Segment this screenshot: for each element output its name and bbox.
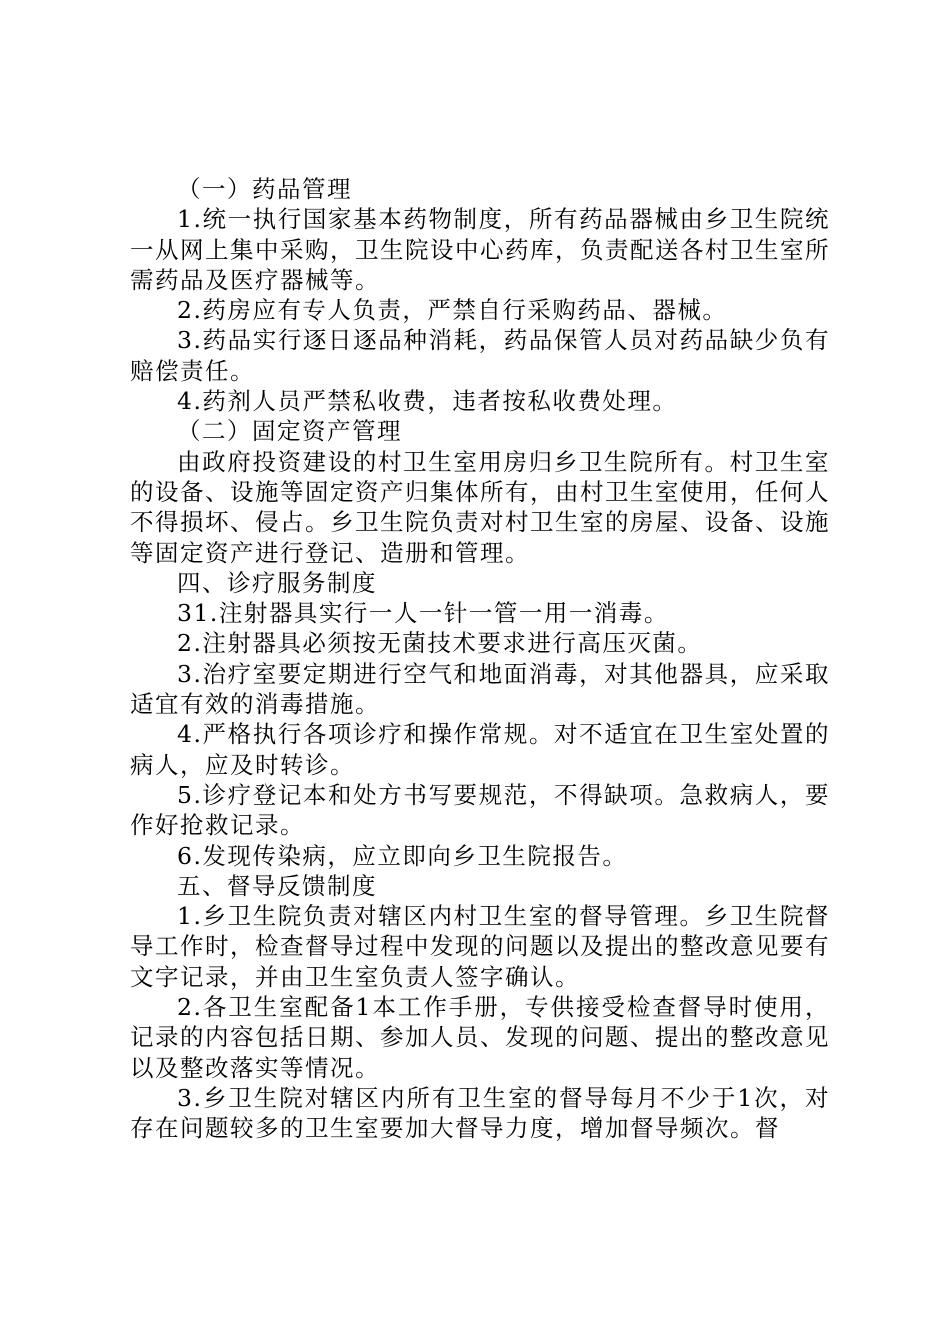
paragraph-supervision-2: 2.各卫生室配备1本工作手册，专供接受检查督导时使用，记录的内容包括日期、参加人员、发现的问题、提出的整改意见以及整改落实等情况。 bbox=[130, 993, 830, 1082]
section-heading-drug-management: （一）药品管理 bbox=[177, 175, 352, 203]
section-heading-fixed-assets: （二）固定资产管理 bbox=[177, 417, 402, 446]
paragraph-supervision-1: 1.乡卫生院负责对辖区内村卫生室的督导管理。乡卫生院督导工作时，检查督导过程中发现的问题以及提出的整改意见要有文字记录，并由卫生室负责人签字确认。 bbox=[130, 902, 830, 991]
paragraph-diagnosis-5: 5.诊疗登记本和处方书写要规范，不得缺项。急救病人，要作好抢救记录。 bbox=[130, 780, 830, 840]
paragraph-diagnosis-6: 6.发现传染病，应立即向乡卫生院报告。 bbox=[177, 841, 628, 870]
paragraph-diagnosis-1: 31.注射器具实行一人一针一管一用一消毒。 bbox=[177, 599, 669, 628]
paragraph-drug-2: 2.药房应有专人负责，严禁自行采购药品、器械。 bbox=[177, 296, 728, 325]
paragraph-supervision-3: 3.乡卫生院对辖区内所有卫生室的督导每月不少于1次，对存在问题较多的卫生室要加大督导力度，增加督导频次。督 bbox=[130, 1083, 830, 1143]
paragraph-diagnosis-4: 4.严格执行各项诊疗和操作常规。对不适宜在卫生室处置的病人，应及时转诊。 bbox=[130, 720, 830, 779]
paragraph-drug-4: 4.药剂人员严禁私收费，违者按私收费处理。 bbox=[177, 387, 678, 416]
paragraph-drug-1: 1.统一执行国家基本药物制度，所有药品器械由乡卫生院统一从网上集中采购，卫生院设中心药库，负责配送各村卫生室所需药品及医疗器械等。 bbox=[130, 205, 830, 294]
paragraph-diagnosis-2: 2.注射器具必须按无菌技术要求进行高压灭菌。 bbox=[177, 629, 703, 658]
section-heading-diagnosis-service: 四、诊疗服务制度 bbox=[177, 568, 377, 597]
section-heading-supervision: 五、督导反馈制度 bbox=[177, 871, 377, 900]
document-body bbox=[130, 174, 830, 1144]
paragraph-fixed-assets: 由政府投资建设的村卫生室用房归乡卫生院所有。村卫生室的设备、设施等固定资产归集体所有，由村卫生室使用，任何人不得损坏、侵占。乡卫生院负责对村卫生室的房屋、设备、设施等固定资产进行登记、造册和管理。 bbox=[130, 447, 830, 567]
paragraph-drug-3: 3.药品实行逐日逐品种消耗，药品保管人员对药品缺少负有赔偿责任。 bbox=[130, 326, 830, 385]
paragraph-diagnosis-3: 3.治疗室要定期进行空气和地面消毒，对其他器具，应采取适宜有效的消毒措施。 bbox=[130, 659, 830, 719]
